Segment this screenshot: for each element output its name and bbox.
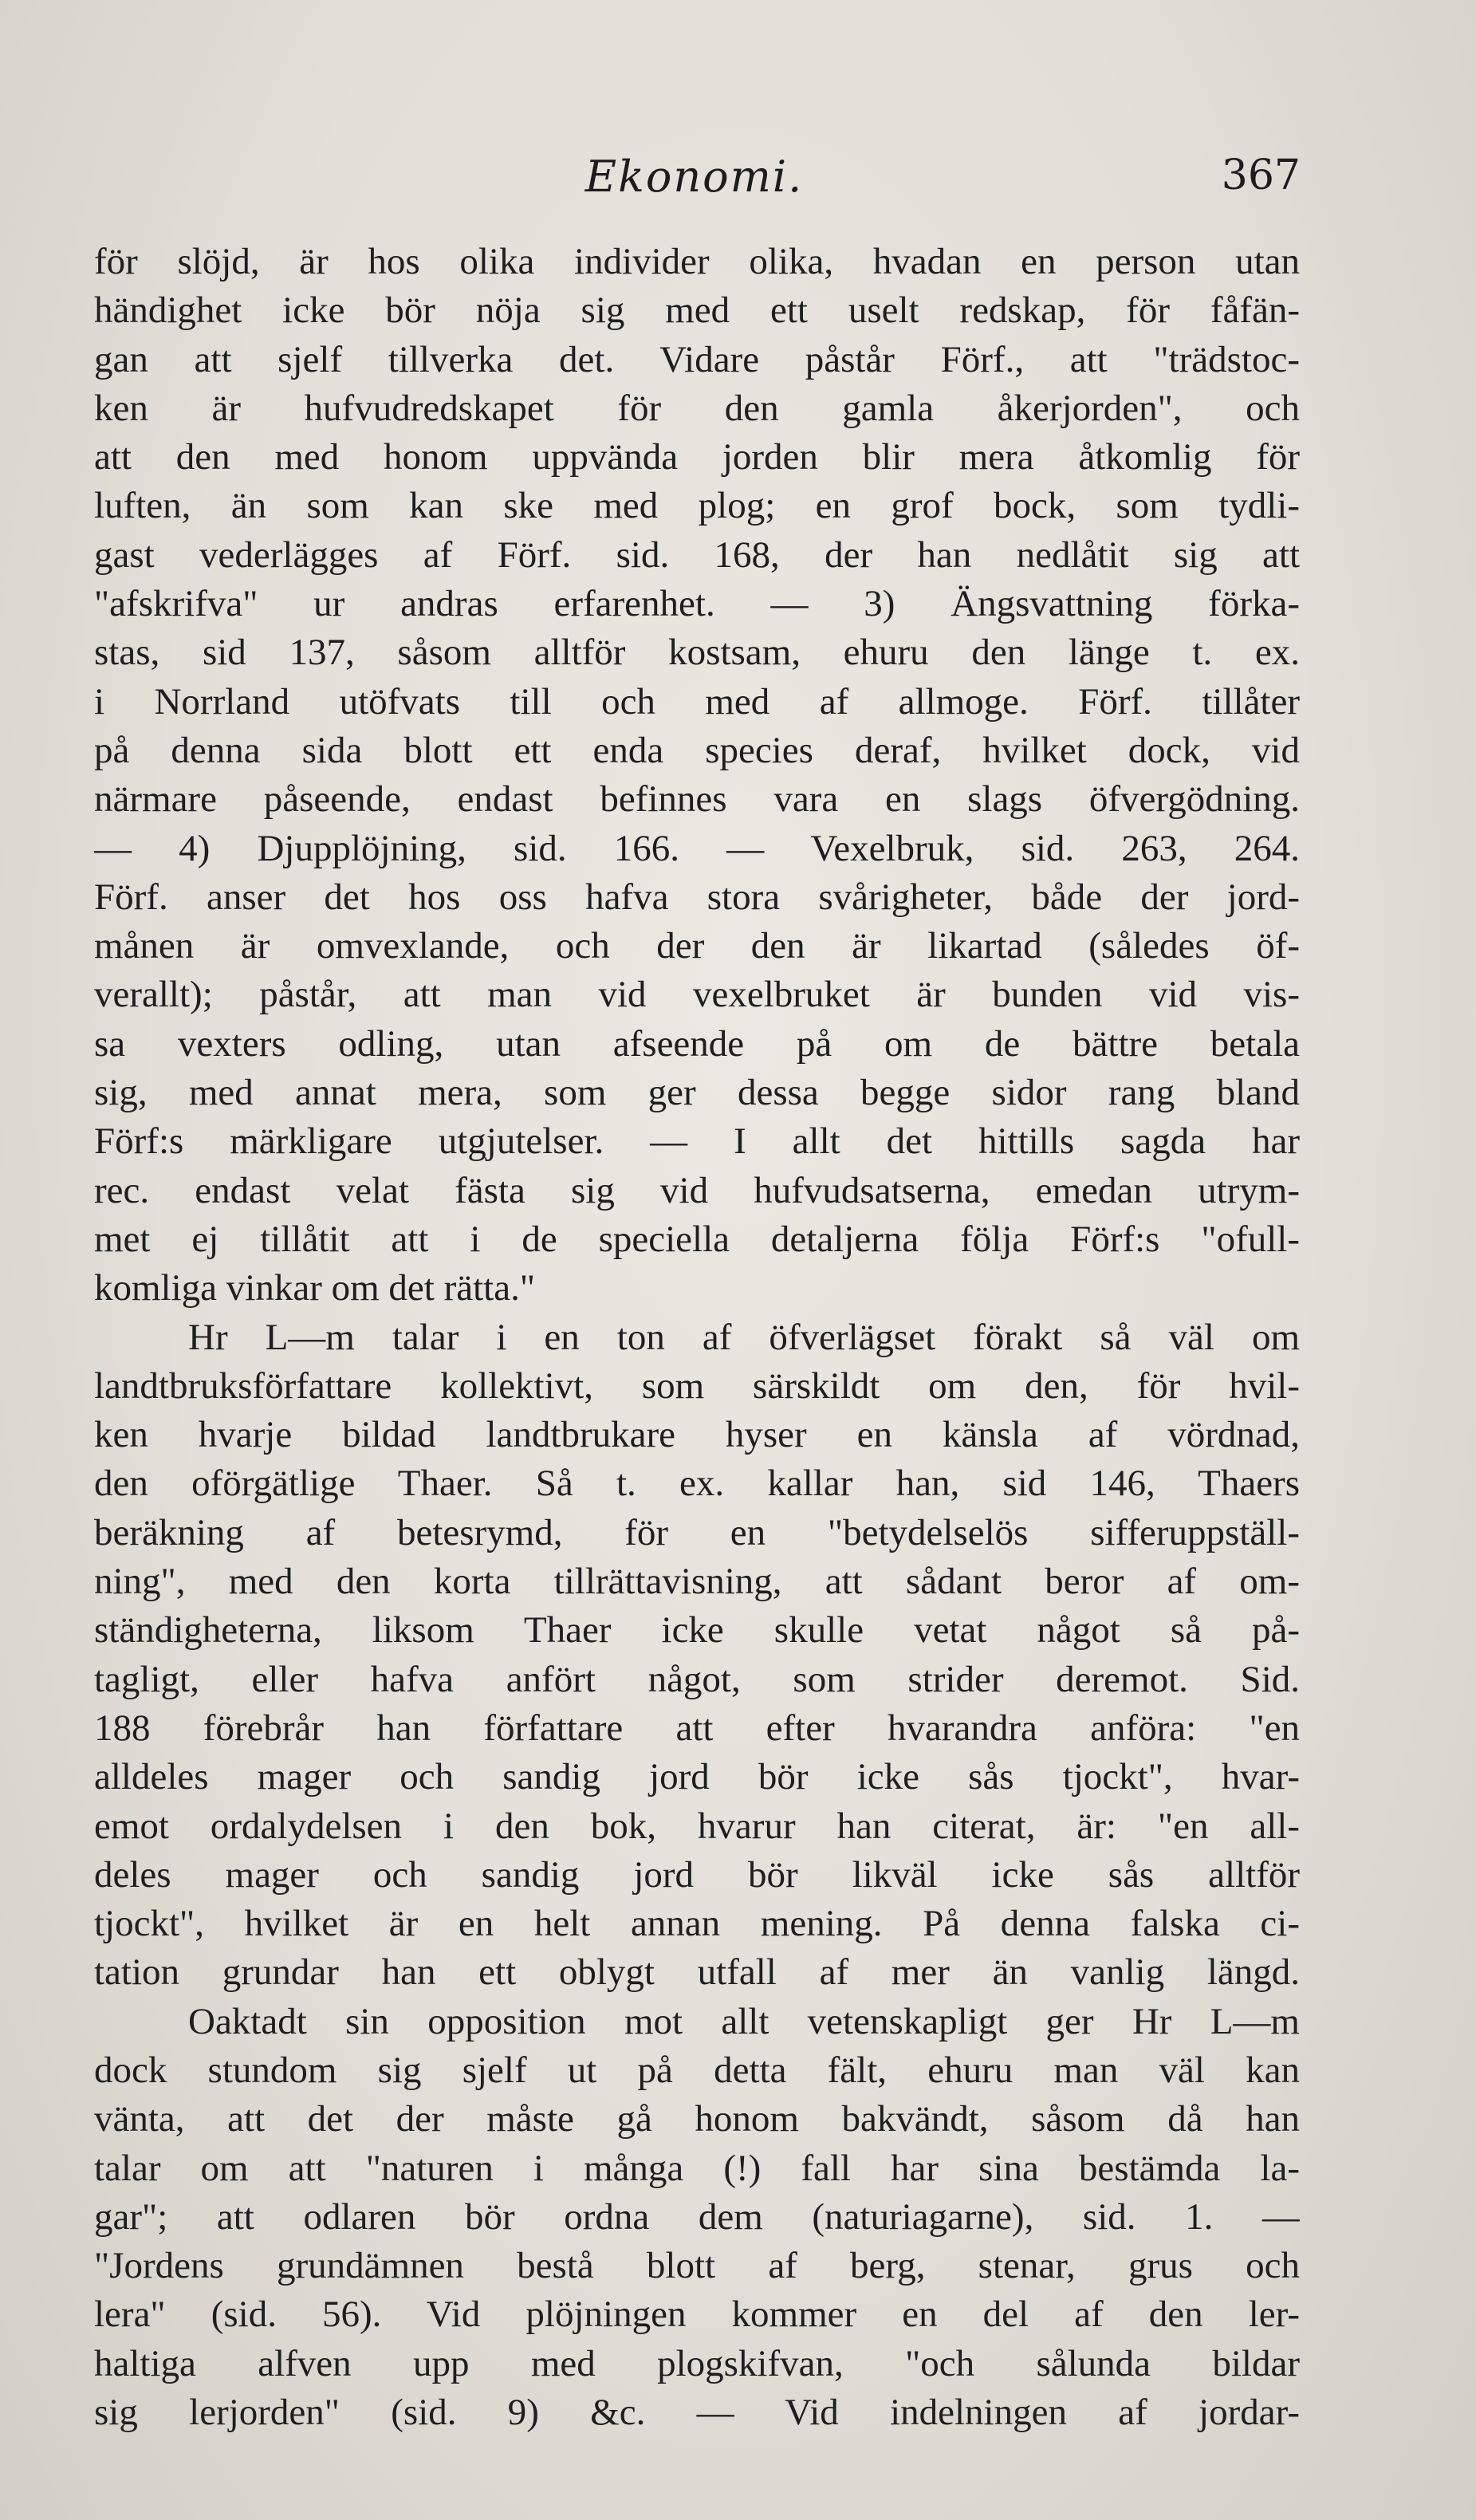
text-line: — 4) Djupplöjning, sid. 166. — Vexelbruk, sid. 263, 264. xyxy=(94,827,1300,869)
page-number: 367 xyxy=(1221,152,1301,199)
text-line: sig, med annat mera, som ger dessa begge sidor rang bland xyxy=(94,1072,1300,1114)
text-line: månen är omvexlande, och der den är likartad (således öf- xyxy=(94,925,1300,967)
text-line: den oförgätlige Thaer. Så t. ex. kallar han, sid 146, Thaers xyxy=(94,1463,1300,1505)
text-line: rec. endast velat fästa sig vid hufvudsatserna, emedan utrym- xyxy=(94,1169,1300,1211)
text-line: verallt); påstår, att man vid vexelbruket är bunden vid vis- xyxy=(94,974,1300,1016)
text-line: alldeles mager och sandig jord bör icke sås tjockt", hvar- xyxy=(94,1756,1300,1798)
text-line: gan att sjelf tillverka det. Vidare påstår Förf., att "trädstoc- xyxy=(94,338,1300,380)
text-line: talar om att "naturen i många (!) fall har sina bestämda la- xyxy=(94,2147,1300,2189)
text-line: tation grundar han ett oblygt utfall af mer än vanlig längd. xyxy=(94,1951,1300,1994)
text-line: för slöjd, är hos olika individer olika, hvadan en person utan xyxy=(94,241,1300,282)
text-line: Hr L—m talar i en ton af öfverlägset förakt så väl om xyxy=(188,1316,1300,1358)
text-line: tjockt", hvilket är en helt annan mening. På denna falska ci- xyxy=(94,1903,1300,1945)
body-text xyxy=(94,238,1300,2437)
text-line: i Norrland utöfvats till och med af allmoge. Förf. tillåter xyxy=(94,680,1300,723)
running-head: Ekonomi. xyxy=(584,152,804,202)
text-line: Oaktadt sin opposition mot allt vetenskapligt ger Hr L—m xyxy=(188,2000,1300,2042)
text-line: "Jordens grundämnen bestå blott af berg, stenar, grus och xyxy=(94,2245,1300,2287)
text-line: ständigheterna, liksom Thaer icke skulle vetat något så på- xyxy=(94,1609,1300,1652)
text-line: gar"; att odlaren bör ordna dem (naturiagarne), sid. 1. — xyxy=(94,2195,1300,2238)
text-line: haltiga alfven upp med plogskifvan, "och sålunda bildar xyxy=(94,2342,1300,2384)
text-line: sig lerjorden" (sid. 9) &c. — Vid indelningen af jordar- xyxy=(94,2392,1300,2434)
text-line: beräkning af betesrymd, för en "betydelselös sifferuppställ- xyxy=(94,1511,1300,1553)
text-line: vänta, att det der måste gå honom bakvändt, såsom då han xyxy=(94,2098,1300,2140)
text-line: tagligt, eller hafva anfört något, som strider deremot. Sid. xyxy=(94,1658,1300,1700)
text-line: ning", med den korta tillrättavisning, att sådant beror af om- xyxy=(94,1561,1300,1603)
text-line: luften, än som kan ske med plog; en grof bock, som tydli- xyxy=(94,485,1300,527)
text-line: stas, sid 137, såsom alltför kostsam, ehuru den länge t. ex. xyxy=(94,632,1300,674)
text-line: deles mager och sandig jord bör likväl icke sås alltför xyxy=(94,1853,1300,1896)
text-line: lera" (sid. 56). Vid plöjningen kommer en del af den ler- xyxy=(94,2294,1300,2336)
text-line: närmare påseende, endast befinnes vara en slags öfvergödning. xyxy=(94,778,1300,821)
text-line: dock stundom sig sjelf ut på detta fält, ehuru man väl kan xyxy=(94,2049,1300,2091)
text-line: Förf:s märkligare utgjutelser. — I allt det hittills sagda har xyxy=(94,1120,1300,1163)
text-line: gast vederlägges af Förf. sid. 168, der han nedlåtit sig att xyxy=(94,534,1300,576)
text-line: komliga vinkar om det rätta." xyxy=(94,1267,536,1309)
text-line: "afskrifva" ur andras erfarenhet. — 3) Ängsvattning förka- xyxy=(94,583,1300,625)
text-line: ken hvarje bildad landtbrukare hyser en känsla af vördnad, xyxy=(94,1414,1300,1456)
text-line: landtbruksförfattare kollektivt, som särskildt om den, för hvil- xyxy=(94,1364,1300,1407)
text-line: met ej tillåtit att i de speciella detaljerna följa Förf:s "ofull- xyxy=(94,1218,1300,1260)
text-line: Förf. anser det hos oss hafva stora svårigheter, både der jord- xyxy=(94,876,1300,918)
text-line: ken är hufvudredskapet för den gamla åkerjorden", och xyxy=(94,387,1300,429)
text-line: att den med honom uppvända jorden blir mera åtkomlig för xyxy=(94,436,1300,478)
text-line: emot ordalydelsen i den bok, hvarur han citerat, är: "en all- xyxy=(94,1805,1300,1847)
page-header xyxy=(88,152,1301,215)
text-line: på denna sida blott ett enda species deraf, hvilket dock, vid xyxy=(94,729,1300,771)
text-line: händighet icke bör nöja sig med ett uselt redskap, för fåfän- xyxy=(94,289,1300,332)
text-line: 188 förebrår han författare att efter hvarandra anföra: "en xyxy=(94,1707,1300,1749)
text-line: sa vexters odling, utan afseende på om de bättre betala xyxy=(94,1022,1300,1065)
